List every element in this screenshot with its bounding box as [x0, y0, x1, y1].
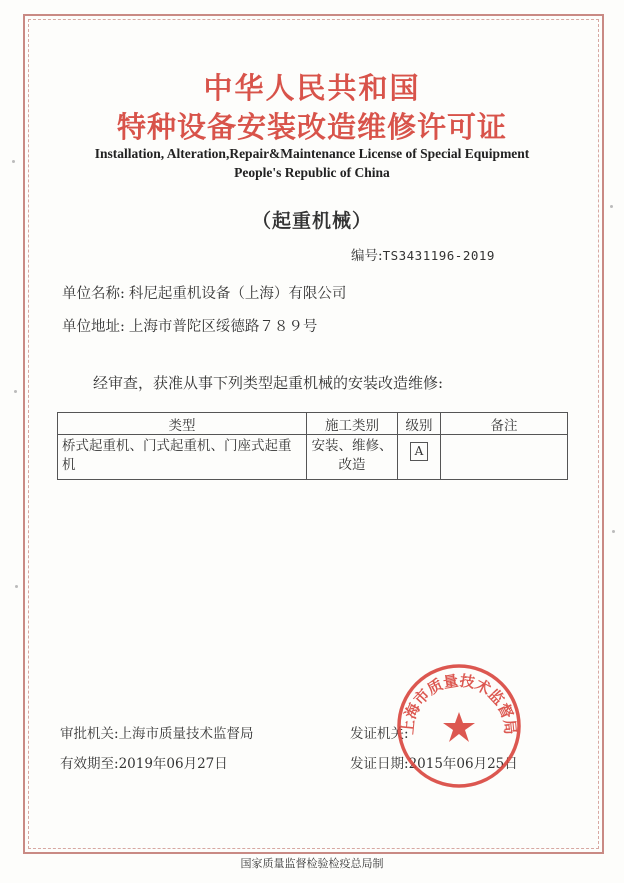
cell-type: 桥式起重机、门式起重机、门座式起重机	[58, 435, 307, 480]
cell-grade	[398, 435, 441, 480]
equipment-category: （起重机械）	[251, 210, 372, 232]
unit-address-row	[62, 315, 317, 336]
title-country: 中华人民共和国	[203, 71, 421, 105]
scope-table	[57, 412, 568, 480]
scan-speck	[612, 530, 615, 533]
unit-address-label: 单位地址:	[62, 319, 125, 335]
title-english: Installation, Alteration,Repair&Maintenance License of Special Equipment	[94, 146, 530, 161]
issue-date-label: 发证日期:	[350, 756, 409, 772]
title-license: 特种设备安装改造维修许可证	[116, 110, 507, 144]
scan-speck	[610, 205, 613, 208]
unit-name-row	[62, 282, 346, 303]
scan-speck	[15, 585, 18, 588]
validity-label: 有效期至:	[60, 756, 119, 772]
approval-authority	[60, 722, 254, 742]
table-header-row	[58, 413, 568, 435]
header-work-category: 施工类别	[307, 413, 398, 435]
approval-statement: 经审查，获准从事下列类型起重机械的安装改造维修:	[93, 374, 444, 392]
official-seal-stamp	[395, 662, 523, 790]
unit-name-value: 科尼起重机设备（上海）有限公司	[128, 286, 347, 302]
license-number-label: 编号:	[351, 248, 383, 264]
seal-star-icon	[443, 712, 475, 742]
license-number-value: TS3431196-2019	[382, 248, 495, 263]
grade-value: A	[410, 442, 428, 461]
validity-value: 2019年06月27日	[118, 756, 228, 772]
license-number	[351, 244, 495, 264]
unit-address-value: 上海市普陀区绥德路７８９号	[128, 319, 318, 335]
scan-speck	[14, 390, 17, 393]
header-remarks: 备注	[441, 413, 568, 435]
title-english-country: People's Republic of China	[234, 165, 390, 180]
header-type: 类型	[58, 413, 307, 435]
header-grade: 级别	[398, 413, 441, 435]
scan-speck	[12, 160, 15, 163]
approval-authority-label: 审批机关:	[60, 726, 119, 742]
seal-text: 上海市质量技术监督局	[398, 671, 520, 736]
issue-date-value: 2015年06月25日	[408, 756, 518, 772]
printer-note: 国家质量监督检验检疫总局制	[240, 857, 384, 870]
cell-remarks	[441, 435, 568, 480]
issuing-authority-label: 发证机关:	[350, 726, 409, 742]
cell-work-category: 安装、维修、改造	[307, 435, 398, 480]
unit-name-label: 单位名称:	[62, 286, 125, 302]
validity	[60, 752, 228, 772]
table-row	[58, 435, 568, 480]
approval-authority-value: 上海市质量技术监督局	[118, 726, 254, 742]
